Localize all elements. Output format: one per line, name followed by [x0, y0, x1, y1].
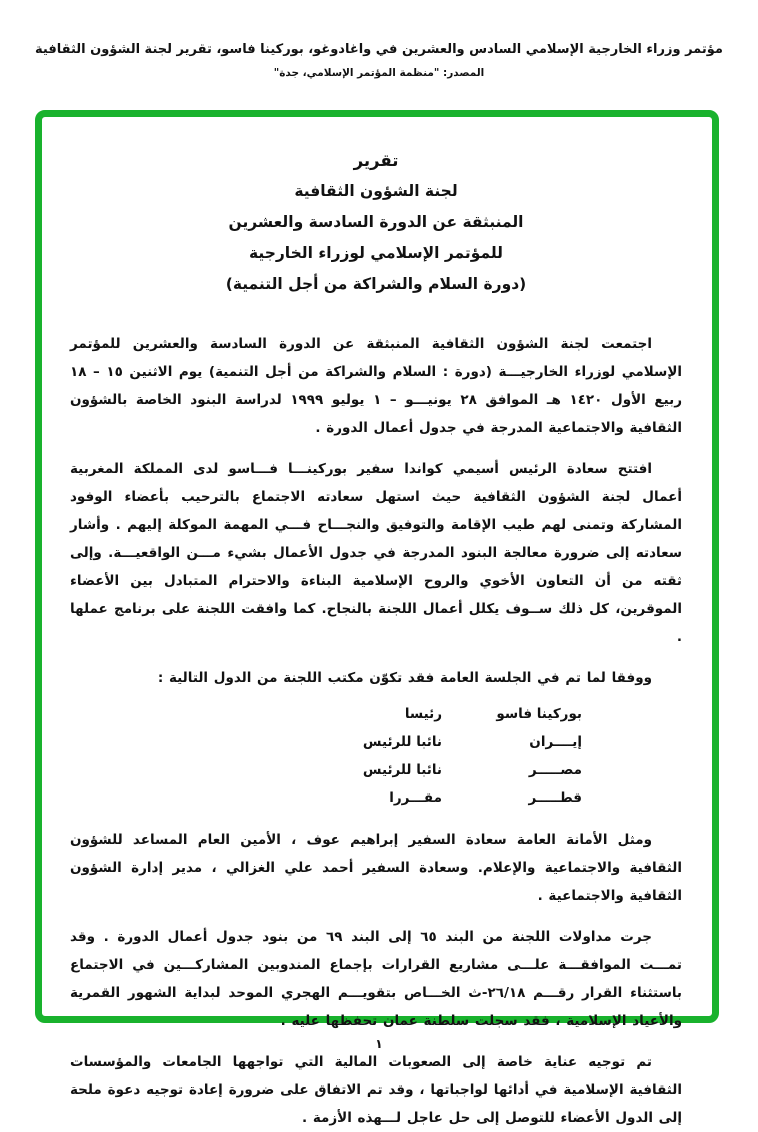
- header-source: المصدر: "منظمة المؤتمر الإسلامي، جدة": [273, 67, 485, 79]
- officer-row: [70, 728, 582, 756]
- officer-role: مقـــررا: [389, 790, 442, 806]
- paragraph-deliberations: جرت مداولات اللجنة من البند ٦٥ إلى البند ٦٩ من بنود جدول أعمال الدورة . وقد تمـــت الموافقـــة علـــى مشاريع القرارات بإجماع المندوبين المشاركـــين في الاجتماع باستثناء القرار رقـــم ٢٦/١٨-ث الخـــاص بتقويـــم الهجري الموحد لبداية الشهور القمرية والأعياد الإسلامية ، فقد سجلت سلطنة عمان تحفظها عليه .: [70, 929, 682, 1029]
- officer-role: رئيسا: [404, 706, 442, 722]
- officer-country: قطـــــر: [528, 790, 582, 806]
- report-title-line-1: تقرير: [353, 151, 399, 170]
- report-title-line-4: للمؤتمر الإسلامي لوزراء الخارجية: [248, 244, 503, 262]
- report-title-block: [70, 145, 682, 300]
- officer-row: [70, 700, 582, 728]
- paragraph-meeting-convened: اجتمعت لجنة الشؤون الثقافية المنبثقة عن الدورة السادسة والعشرين للمؤتمر الإسلامي لوزراء الخارجيـــة (دورة : السلام والشراكة من أجل التنمية) يوم الاثنين ١٥ – ١٨ ربيع الأول ١٤٢٠ هـ الموافق ٢٨ يونيـــو – ١ يوليو ١٩٩٩ لدراسة البنود الخاصة بالشؤون الثقافية والاجتماعية المدرجة في جدول أعمال الدورة .: [70, 336, 682, 436]
- officer-row: [70, 784, 582, 812]
- report-title-line-5: (دورة السلام والشراكة من أجل التنمية): [225, 275, 527, 293]
- document-header: [0, 0, 758, 79]
- officer-role: نائبا للرئيس: [362, 762, 442, 778]
- officer-country: إيــــران: [529, 734, 582, 750]
- officer-country: بوركينا فاسو: [496, 706, 582, 722]
- paragraph-financial-difficulties: تم توجيه عناية خاصة إلى الصعوبات المالية التي تواجهها الجامعات والمؤسسات الثقافية الإسلامية في أدائها لواجباتها ، وقد تم الاتفاق على ضرورة إعادة توجيه دعوة ملحة إلى الدول الأعضاء للتوصل إلى حل عاجل لـــهذه الأزمة .: [70, 1054, 682, 1126]
- officer-country: مصـــــر: [528, 762, 582, 778]
- committee-officers-list: [70, 700, 582, 812]
- paragraph-secretariat-representation: ومثل الأمانة العامة سعادة السفير إبراهيم عوف ، الأمين العام المساعد للشؤون الثقافية والاجتماعية والإعلام. وسعادة السفير أحمد علي الغزالي ، مدير إدارة الشؤون الثقافية والاجتماعية .: [70, 832, 682, 904]
- paragraph-officers-intro: ووفقا لما تم في الجلسة العامة فقد تكوّن مكتب اللجنة من الدول التالية :: [157, 670, 652, 686]
- officer-row: [70, 756, 582, 784]
- green-frame: [35, 110, 719, 1126]
- paragraph-opening-remarks: افتتح سعادة الرئيس أسيمي كواندا سفير بوركينـــا فـــاسو لدى المملكة المغربية أعمال لجنة الشؤون الثقافية حيث استهل سعادته الاجتماع بالترحيب بأعضاء الوفود المشاركة وتمنى لهم طيب الإقامة والتوفيق والنجـــاح فـــي المهمة الموكلة إليهم . وأشار سعادته إلى ضرورة معالجة البنود المدرجة في جدول الأعمال بشيء مـــن الواقعيـــة. وإلى ثقته من أن التعاون الأخوي والروح الإسلامية البناءة والاحترام المتبادل بين الأعضاء الموقرين، كل ذلك ســوف يكلل أعمال اللجنة بالنجاح. كما وافقت اللجنة على برنامج عملها .: [70, 461, 682, 645]
- page-number: ١: [375, 1036, 383, 1051]
- report-title-line-2: لجنة الشؤون الثقافية: [294, 182, 458, 200]
- officer-role: نائبا للرئيس: [362, 734, 442, 750]
- header-title: مؤتمر وزراء الخارجية الإسلامي السادس والعشرين في واغادوغو، بوركينا فاسو، تقرير لجنة الشؤون الثقافية: [35, 42, 723, 57]
- report-title-line-3: المنبثقة عن الدورة السادسة والعشرين: [228, 213, 524, 231]
